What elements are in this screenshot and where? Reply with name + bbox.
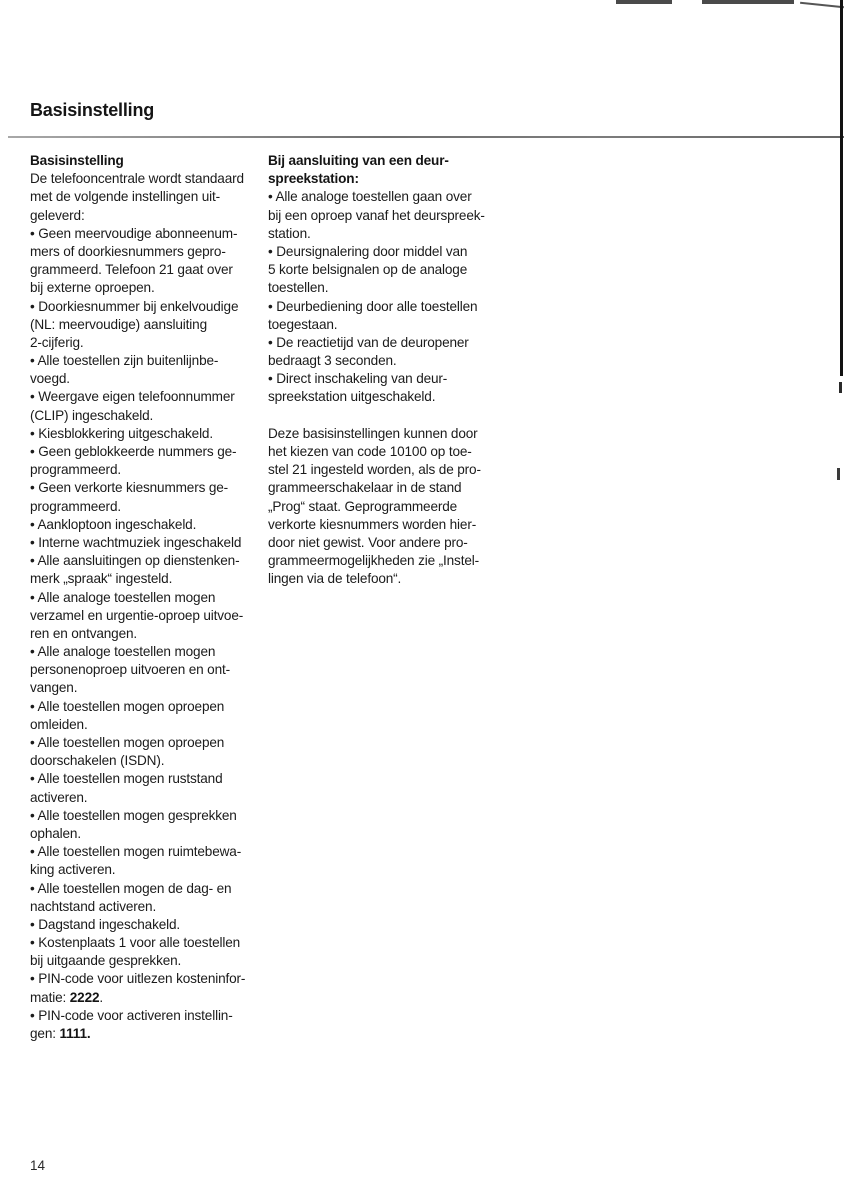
text-line: • Alle toestellen mogen oproepen <box>30 735 225 750</box>
text-line <box>268 407 508 425</box>
text-line: • Geen geblokkeerde nummers ge- <box>30 444 237 459</box>
text-segment: 2222 <box>69 989 100 1005</box>
text-line: grammeerd. Telefoon 21 gaat over <box>30 262 233 278</box>
text-line: verkorte kiesnummers worden hier- <box>268 516 477 532</box>
text-line: vangen. <box>30 680 78 696</box>
scan-artifact-top-dash <box>616 0 672 4</box>
scan-artifact-right-edge <box>840 0 843 376</box>
text-line: • Aankloptoon ingeschakeld. <box>30 516 197 532</box>
text-line: doorschakelen (ISDN). <box>30 753 165 769</box>
text-line: het kiezen van code 10100 op toe- <box>268 444 472 459</box>
text-line: • Kostenplaats 1 voor alle toestellen <box>30 935 241 951</box>
text-line: grammeermogelijkheden zie „Instel- <box>268 553 479 569</box>
text-line: station. <box>268 225 311 241</box>
text-line: stel 21 ingesteld worden, als de pro- <box>268 462 481 478</box>
text-line <box>268 152 508 170</box>
text-line: bij externe oproepen. <box>30 280 155 296</box>
text-line: • Alle toestellen mogen ruststand <box>30 771 223 787</box>
text-line: • Kiesblokkering uitgeschakeld. <box>30 425 213 441</box>
text-line: • Deurbediening door alle toestellen <box>268 298 478 314</box>
text-line: programmeerd. <box>30 498 121 514</box>
scan-artifact-right-dash <box>837 468 840 480</box>
text-line: bij uitgaande gesprekken. <box>30 953 182 969</box>
text-line: • Alle aansluitingen op dienstenken- <box>30 553 240 569</box>
text-line: omleiden. <box>30 716 88 732</box>
left-column <box>30 152 264 1043</box>
text-line: • Geen meervoudige abonneenum- <box>30 225 238 241</box>
text-line: toestellen. <box>268 280 329 296</box>
text-line <box>30 1025 264 1043</box>
text-segment: gen: <box>30 1026 60 1041</box>
text-segment: Basisinstelling <box>30 153 124 168</box>
text-line: 2-cijferig. <box>30 334 84 350</box>
scan-artifact-corner-curve <box>800 2 844 9</box>
text-line: (NL: meervoudige) aansluiting <box>30 316 207 332</box>
text-line: personenoproep uitvoeren en ont- <box>30 662 231 678</box>
text-line: activeren. <box>30 789 88 805</box>
text-line: • Alle analoge toestellen mogen <box>30 589 216 605</box>
text-line: • Dagstand ingeschakeld. <box>30 916 181 932</box>
text-line: verzamel en urgentie-oproep uitvoe- <box>30 607 244 623</box>
text-line: door niet gewist. Voor andere pro- <box>268 534 468 550</box>
text-line: • Alle toestellen mogen ruimtebewa- <box>30 844 242 860</box>
text-line: • PIN-code voor uitlezen kosteninfor- <box>30 971 246 987</box>
page-number: 14 <box>30 1158 46 1173</box>
text-line: voegd. <box>30 371 70 387</box>
text-segment: 1111. <box>59 1026 91 1041</box>
text-line: • Geen verkorte kiesnummers ge- <box>30 480 229 496</box>
text-line <box>30 989 264 1007</box>
text-line: • Alle analoge toestellen gaan over <box>268 189 472 205</box>
text-segment: spreekstation: <box>268 171 359 187</box>
scan-artifact-top-dash <box>702 0 794 4</box>
page-title: Basisinstelling <box>30 100 155 120</box>
text-line: merk „spraak“ ingesteld. <box>30 571 173 587</box>
text-line: • Interne wachtmuziek ingeschakeld <box>30 534 242 550</box>
text-line: lingen via de telefoon“. <box>268 571 402 587</box>
text-line: ophalen. <box>30 825 81 841</box>
text-line: • Direct inschakeling van deur- <box>268 371 448 387</box>
text-line: • Alle toestellen mogen oproepen <box>30 698 225 714</box>
text-line: • Weergave eigen telefoonnummer <box>30 389 235 405</box>
text-line: king activeren. <box>30 862 116 878</box>
text-line: bedraagt 3 seconden. <box>268 353 397 369</box>
text-line: • Alle toestellen mogen de dag- en <box>30 880 232 896</box>
text-line: De telefooncentrale wordt standaard <box>30 171 244 187</box>
text-segment: . <box>99 989 104 1005</box>
text-line: programmeerd. <box>30 462 121 478</box>
scan-artifact-right-tick <box>839 382 842 393</box>
text-line: bij een oproep vanaf het deurspreek- <box>268 207 485 223</box>
text-line: • Alle analoge toestellen mogen <box>30 644 216 660</box>
text-line: • De reactietijd van de deuropener <box>268 334 469 350</box>
text-line: • Doorkiesnummer bij enkelvoudige <box>30 298 239 314</box>
text-line: grammeerschakelaar in de stand <box>268 480 462 496</box>
text-line: met de volgende instellingen uit- <box>30 189 221 205</box>
text-line: • PIN-code voor activeren instellin- <box>30 1007 233 1023</box>
text-line: (CLIP) ingeschakeld. <box>30 407 154 423</box>
text-line: • Alle toestellen mogen gesprekken <box>30 807 237 823</box>
text-line: toegestaan. <box>268 316 338 332</box>
text-line: mers of doorkiesnummers gepro- <box>30 243 226 259</box>
text-line: Deze basisinstellingen kunnen door <box>268 425 478 441</box>
header-divider <box>8 136 844 138</box>
text-line <box>268 170 508 188</box>
text-line: nachtstand activeren. <box>30 898 157 914</box>
text-line: geleverd: <box>30 207 85 223</box>
text-line: „Prog“ staat. Geprogrammeerde <box>268 498 458 514</box>
text-segment: Bij aansluiting van een deur- <box>268 153 449 168</box>
text-segment: matie: <box>30 989 70 1005</box>
text-line: spreekstation uitgeschakeld. <box>268 389 436 405</box>
text-line: 5 korte belsignalen op de analoge <box>268 262 468 278</box>
right-column <box>268 152 508 589</box>
text-line: • Deursignalering door middel van <box>268 243 468 259</box>
text-line: • Alle toestellen zijn buitenlijnbe- <box>30 353 219 369</box>
text-line: ren en ontvangen. <box>30 625 138 641</box>
text-line <box>30 152 264 170</box>
